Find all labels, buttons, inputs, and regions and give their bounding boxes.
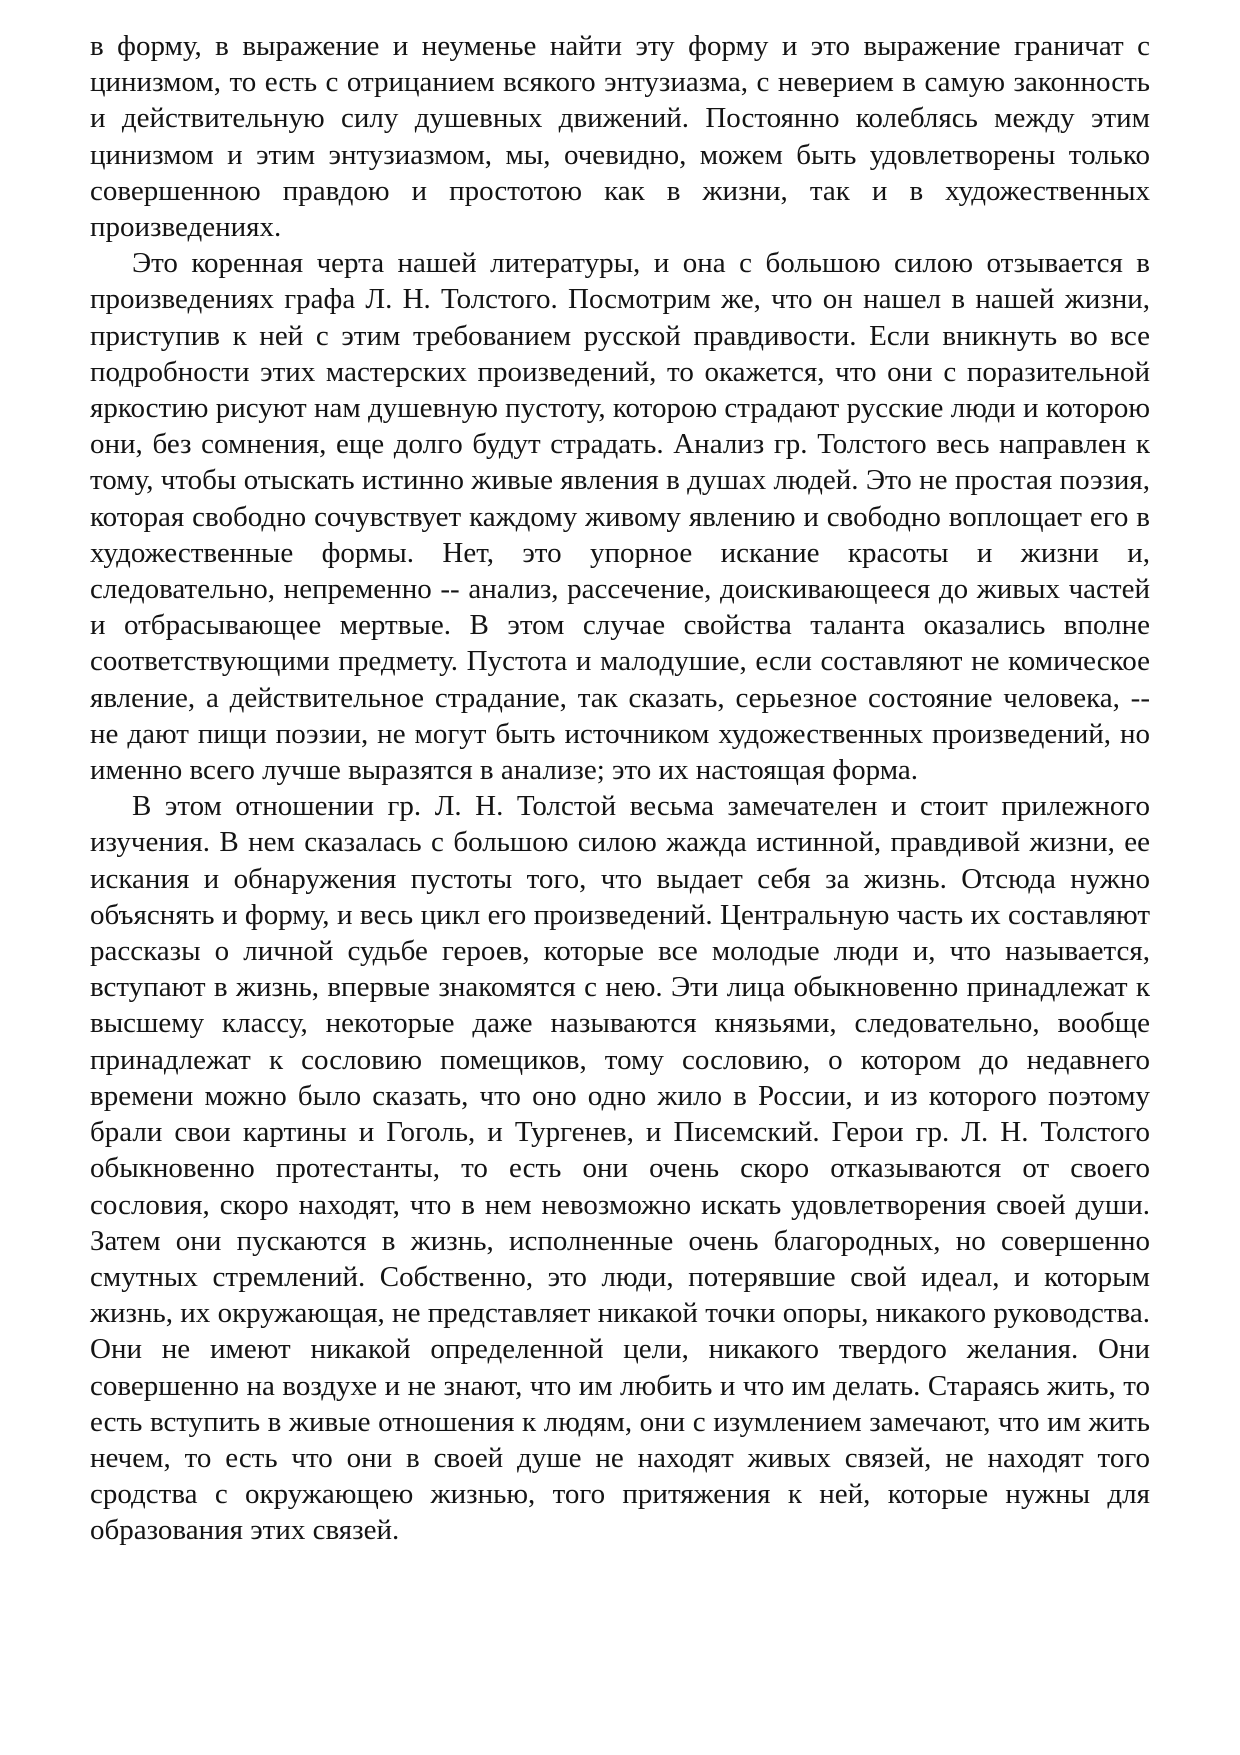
- paragraph: Это коренная черта нашей литературы, и она с большою силою отзывается в произведениях графа Л. Н. Толстого. Посмотрим же, что он нашел в нашей жизни, приступив к ней с этим требованием русской правдивости. Если вникнуть во все подробности этих мастерских произведений, то окажется, что они с поразительной яркостию рисуют нам душевную пустоту, которою страдают русские люди и которою они, без сомнения, еще долго будут страдать. Анализ гр. Толстого весь направлен к тому, чтобы отыскать истинно живые явления в душах людей. Это не простая поэзия, которая свободно сочувствует каждому живому явлению и свободно воплощает его в художественные формы. Нет, это упорное искание красоты и жизни и, следовательно, непременно -- анализ, рассечение, доискивающееся до живых частей и отбрасывающее мертвые. В этом случае свойства таланта оказались вполне соответствующими предмету. Пустота и малодушие, если составляют не комическое явление, а действительное страдание, так сказать, серьезное состояние человека, -- не дают пищи поэзии, не могут быть источником художественных произведений, но именно всего лучше выразятся в анализе; это их настоящая форма.: [90, 247, 1150, 787]
- paragraph-continuation: в форму, в выражение и неуменье найти эту форму и это выражение граничат с цинизмом, то есть с отрицанием всякого энтузиазма, с неверием в самую законность и действительную силу душевных движений. Постоянно колеблясь между этим цинизмом и этим энтузиазмом, мы, очевидно, можем быть удовлетворены только совершенною правдою и простотою как в жизни, так и в художественных произведениях.: [90, 30, 1150, 244]
- paragraph: В этом отношении гр. Л. Н. Толстой весьма замечателен и стоит прилежного изучения. В нем сказалась с большою силою жажда истинной, правдивой жизни, ее искания и обнаружения пустоты того, что выдает себя за жизнь. Отсюда нужно объяснять и форму, и весь цикл его произведений. Центральную часть их составляют рассказы о личной судьбе героев, которые все молодые люди и, что называется, вступают в жизнь, впервые знакомятся с нею. Эти лица обыкновенно принадлежат к высшему классу, некоторые даже называются князьями, следовательно, вообще принадлежат к сословию помещиков, тому сословию, о котором до недавнего времени можно было сказать, что оно одно жило в России, и из которого поэтому брали свои картины и Гоголь, и Тургенев, и Писемский. Герои гр. Л. Н. Толстого обыкновенно протестанты, то есть они очень скоро отказываются от своего сословия, скоро находят, что в нем невозможно искать удовлетворения своей души. Затем они пускаются в жизнь, исполненные очень благородных, но совершенно смутных стремлений. Собственно, это люди, потерявшие свой идеал, и которым жизнь, их окружающая, не представляет никакой точки опоры, никакого руководства. Они не имеют никакой определенной цели, никакого твердого желания. Они совершенно на воздухе и не знают, что им любить и что им делать. Стараясь жить, то есть вступить в живые отношения к людям, они с изумлением замечают, что им жить нечем, то есть что они в своей душе не находят живых связей, не находят того сродства с окружающею жизнью, того притяжения к ней, которые нужны для образования этих связей.: [90, 790, 1150, 1547]
- document-page: [90, 28, 1150, 1549]
